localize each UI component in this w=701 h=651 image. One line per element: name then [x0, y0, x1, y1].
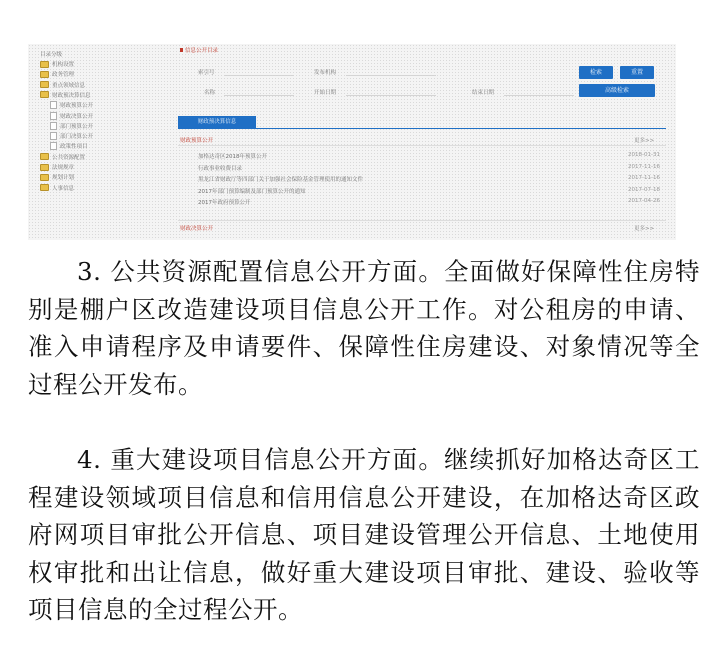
folder-icon	[40, 91, 49, 98]
more-link-final-accounts[interactable]: 更多>>	[634, 226, 655, 232]
list-item[interactable]	[198, 187, 660, 195]
list-item[interactable]	[198, 152, 660, 160]
list-item-date: 2017-04-26	[628, 198, 660, 204]
list-item-date: 2017-07-18	[628, 186, 660, 193]
reset-button[interactable]: 重置	[620, 66, 654, 79]
search-button[interactable]: 检索	[579, 66, 613, 79]
tree-item[interactable]	[40, 81, 85, 89]
list-item-title: 行政事业收费目录	[198, 165, 243, 172]
list-item-date: 2017-11-16	[628, 175, 660, 181]
file-icon	[50, 101, 57, 109]
tree-item-label: 法规规章	[52, 165, 75, 171]
tree-item[interactable]	[40, 70, 74, 78]
folder-icon	[40, 153, 49, 160]
list-item-title: 黑龙江省财政厅等四部门关于加强社会保险基金管理使用的通知文件	[198, 177, 364, 183]
tab-budget-info[interactable]: 财政预决算信息	[178, 116, 256, 128]
filter-label-end-date: 结束日期	[472, 90, 495, 96]
file-icon	[50, 132, 57, 140]
tree-item[interactable]	[40, 173, 74, 181]
tab-underline	[178, 128, 666, 129]
tree-item[interactable]	[50, 101, 93, 109]
list-divider	[178, 220, 666, 221]
list-heading-final-accounts: 财政决算公开	[180, 226, 214, 232]
end-date-input[interactable]	[504, 95, 574, 96]
folder-icon	[40, 164, 49, 171]
list-item-title: 2017年政府预算公开	[198, 200, 251, 206]
tree-title: 目录分级	[40, 52, 63, 58]
list-item[interactable]	[198, 198, 660, 206]
filter-label-publisher: 发布机构	[314, 70, 337, 76]
tree-item-label: 政务管理	[52, 72, 75, 79]
paragraph-public-resources: 3. 公共资源配置信息公开方面。全面做好保障性住房特别是棚户区改造建设项目信息公开工作。对公租房的申请、准入申请程序及申请要件、保障性住房建设、对象情况等全过程公开发布。	[28, 257, 700, 399]
folder-icon	[40, 61, 49, 68]
filter-label-name: 名称	[204, 90, 216, 96]
tree-item[interactable]	[40, 163, 74, 171]
list-item-title: 加格达奇区2018年预算公开	[198, 154, 267, 160]
filter-label-start-date: 开始日期	[314, 90, 337, 96]
tree-item-label: 人事信息	[52, 185, 75, 192]
header-marker-icon	[180, 48, 183, 52]
folder-icon	[40, 81, 49, 88]
tree-item-label: 机构设置	[52, 62, 75, 68]
tree-item[interactable]	[50, 132, 93, 140]
tree-item-label: 重点领域信息	[52, 82, 86, 89]
publisher-input[interactable]	[346, 75, 436, 76]
tree-item-label: 财政预决算信息	[52, 92, 91, 99]
filter-label-index: 索引号	[198, 70, 215, 76]
tree-item-label: 政策性项目	[60, 144, 88, 151]
paragraph-major-projects: 4. 重大建设项目信息公开方面。继续抓好加格达奇区工程建设领域项目信息和信用信息公开建设，在加格达奇区政府网项目审批公开信息、项目建设管理公开信息、土地使用权审批和出让信息，做好重大建设项目审批、建设、验收等项目信息的全过程公开。	[28, 445, 700, 624]
tree-item[interactable]	[40, 153, 85, 161]
tree-item[interactable]	[50, 112, 93, 120]
list-item[interactable]	[198, 175, 660, 183]
list-item-title: 2017年部门预算编制及部门预算公开的通知	[198, 188, 306, 195]
index-input[interactable]	[224, 75, 294, 76]
tree-item-label: 财政决算公开	[60, 113, 94, 120]
file-icon	[50, 122, 57, 130]
tree-item-label: 公共资源配置	[52, 154, 86, 161]
tree-item[interactable]	[50, 142, 88, 150]
embedded-website-screenshot	[28, 44, 676, 240]
more-link-budget[interactable]: 更多>>	[634, 138, 655, 144]
file-icon	[50, 112, 57, 120]
start-date-input[interactable]	[346, 95, 436, 96]
tree-item[interactable]	[50, 122, 93, 130]
tree-item-label: 规划计划	[52, 175, 75, 182]
tree-item[interactable]	[40, 184, 74, 192]
folder-icon	[40, 184, 49, 191]
list-item-date: 2017-11-16	[628, 163, 660, 170]
tree-item[interactable]	[40, 91, 91, 99]
tree-item-label: 财政预算公开	[60, 103, 94, 110]
tree-item-label: 部门预算公开	[60, 123, 94, 130]
section-header	[180, 46, 218, 54]
tree-item-label: 部门决算公开	[60, 134, 94, 141]
section-title: 信息公开目录	[185, 48, 219, 54]
list-heading-budget: 财政预算公开	[180, 138, 214, 144]
advanced-search-button[interactable]: 高级检索	[579, 84, 655, 97]
name-input[interactable]	[224, 95, 294, 96]
list-item[interactable]	[198, 164, 660, 172]
folder-icon	[40, 71, 49, 78]
list-divider	[178, 145, 666, 146]
file-icon	[50, 142, 57, 150]
list-item-date: 2018-01-31	[628, 152, 660, 158]
folder-icon	[40, 174, 49, 181]
tree-item[interactable]	[40, 60, 74, 68]
